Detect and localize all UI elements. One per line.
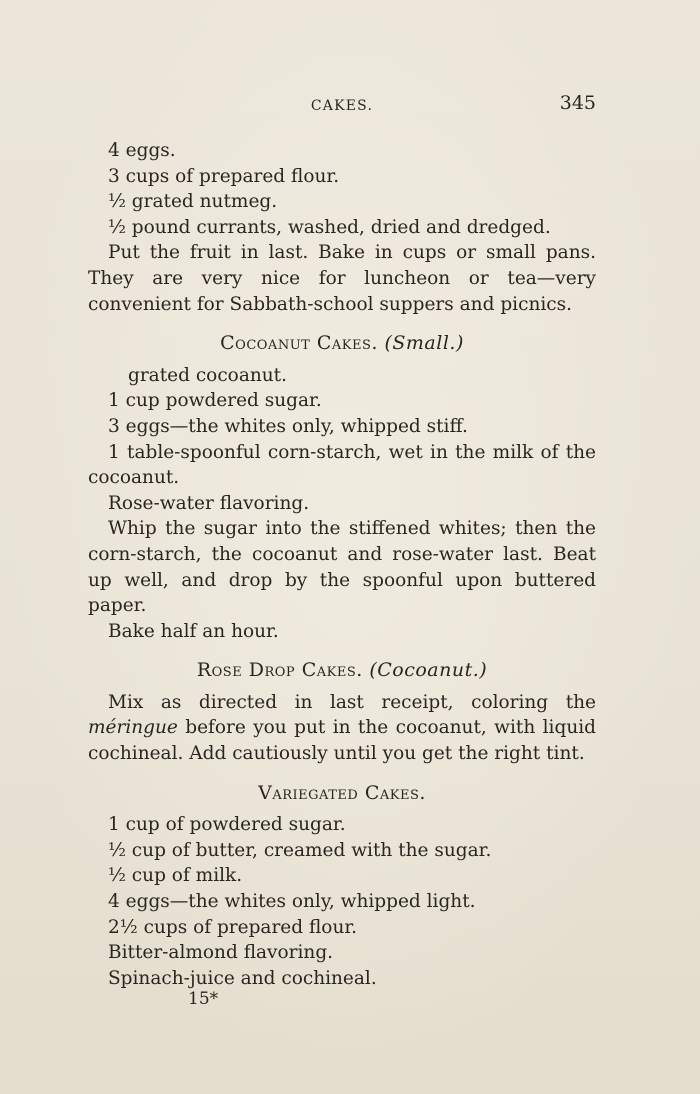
- recipe-subtitle: (Small.): [384, 332, 464, 355]
- recipe-title: Cocoanut Cakes.: [220, 332, 378, 355]
- paragraph-text: before you put in the cocoanut, with liquid cochineal. Add cautiously until you get the right tint.: [88, 717, 596, 765]
- ingredient-line: Spinach-juice and cochineal.: [108, 967, 377, 989]
- ingredient-line: 1 cup powdered sugar.: [108, 390, 322, 412]
- recipe-subtitle: (Cocoanut.): [369, 659, 488, 682]
- ingredient-line: 4 eggs.: [108, 140, 176, 161]
- ingredient-line: 1 table-spoonful corn-starch, wet in the milk of the cocoanut.: [88, 441, 596, 489]
- ingredient-line: 4 eggs—the whites only, whipped light.: [108, 891, 476, 913]
- recipe-title: Variegated Cakes.: [258, 781, 426, 804]
- page-body: [88, 138, 596, 1010]
- ingredient-line: 3 cups of prepared flour.: [108, 165, 340, 187]
- ingredient-line: grated cocoanut.: [128, 364, 287, 386]
- instruction-paragraph: Put the fruit in last. Bake in cups or small pans. They are very nice for luncheon or tea—very convenient for Sabbath-school suppers and picnics.: [88, 242, 596, 315]
- ingredient-line: ½ pound currants, washed, dried and dredged.: [108, 216, 551, 238]
- instruction-paragraph: [88, 690, 596, 767]
- recipe-heading-variegated: [88, 781, 596, 807]
- recipe-heading-cocoanut: [88, 331, 596, 357]
- recipe-heading-rose-drop: [88, 658, 596, 684]
- ingredient-line: 3 eggs—the whites only, whipped stiff.: [108, 415, 468, 437]
- page-header: [88, 92, 596, 118]
- ingredient-line: Rose-water flavoring.: [108, 492, 310, 514]
- ingredient-line: ½ cup of milk.: [108, 865, 243, 887]
- running-head: CAKES.: [310, 98, 374, 114]
- ingredient-line: 2½ cups of prepared flour.: [108, 916, 358, 938]
- instruction-paragraph: Whip the sugar into the stiffened whites; then the corn-starch, the cocoanut and rose-water last. Beat up well, and drop by the spoonful upon buttered paper.: [88, 518, 596, 617]
- ingredient-line: 1 cup of powdered sugar.: [108, 814, 346, 836]
- paragraph-text: Mix as directed in last receipt, coloring the: [108, 691, 596, 713]
- ingredient-line: ½ grated nutmeg.: [108, 191, 278, 213]
- italic-word: méringue: [88, 717, 178, 739]
- instruction-line: Bake half an hour.: [108, 620, 279, 642]
- signature-mark: 15*: [188, 989, 219, 1010]
- ingredient-line: Bitter-almond flavoring.: [108, 942, 334, 964]
- recipe-title: Rose Drop Cakes.: [196, 659, 363, 682]
- page-number: 345: [559, 92, 596, 114]
- ingredient-line: ½ cup of butter, creamed with the sugar.: [108, 839, 492, 861]
